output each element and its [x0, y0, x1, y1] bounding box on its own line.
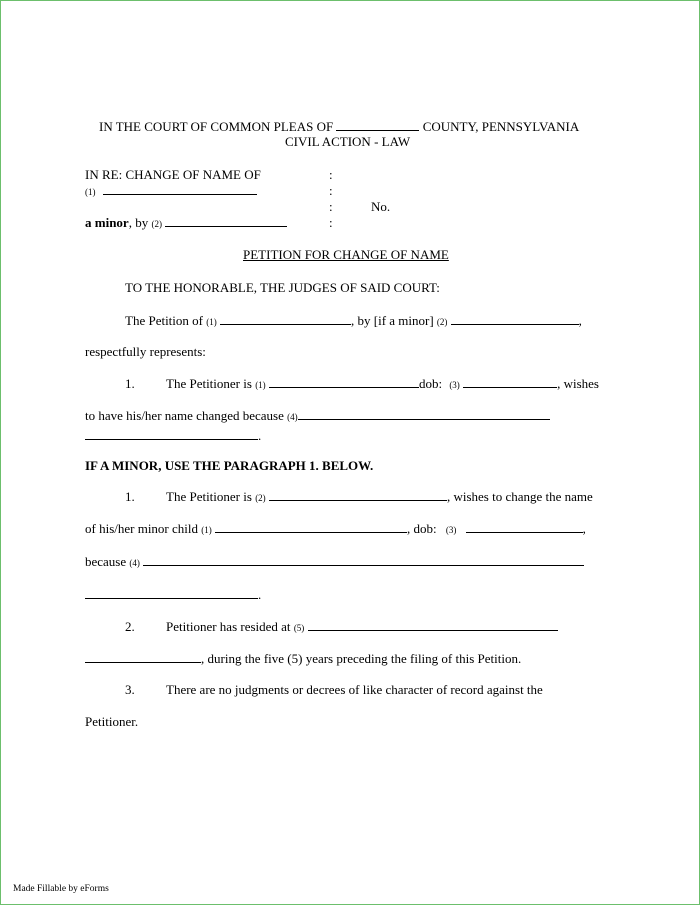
by-label: , by — [128, 215, 149, 230]
para1-line1 — [166, 376, 599, 393]
caption-in-re: IN RE: CHANGE OF NAME OF — [85, 167, 261, 182]
county-header-text: COUNTY, PENNSYLVANIA — [422, 119, 580, 134]
petition-of-label: The Petition of — [125, 313, 203, 328]
parent-name-field[interactable] — [451, 313, 579, 325]
respectfully-represents: respectfully represents: — [85, 344, 206, 359]
para1-number: 1. — [125, 376, 135, 391]
caption-name-field[interactable] — [103, 183, 257, 195]
field-ref-2: (2) — [436, 317, 448, 327]
para2-number: 2. — [125, 619, 135, 634]
five-years-text: , during the five (5) years preceding the filing of this Petition. — [201, 651, 522, 666]
minor-heading-text: IF A MINOR, USE THE PARAGRAPH 1. BELOW. — [85, 458, 374, 473]
para2-line2 — [85, 651, 521, 667]
resided-at-label: Petitioner has resided at — [166, 619, 291, 634]
petition-of-line — [125, 313, 582, 330]
field-ref-3: (3) — [445, 525, 457, 535]
footer-credit: Made Fillable by eForms — [13, 884, 109, 894]
petitioner-field[interactable] — [269, 376, 419, 388]
caption-colon: : — [329, 199, 333, 214]
minor-child-field[interactable] — [215, 521, 407, 533]
field-ref-1: (1) — [255, 380, 266, 390]
court-header-text: IN THE COURT OF COMMON PLEAS OF — [99, 119, 334, 134]
para1-minor-line1 — [166, 489, 593, 506]
minor-reason-field-continued[interactable] — [85, 587, 258, 599]
residence-field[interactable] — [308, 619, 558, 631]
reason-label: to have his/her name changed because — [85, 408, 284, 423]
para3-line2: Petitioner. — [85, 714, 139, 729]
para1-minor-line3 — [85, 554, 584, 571]
field-ref-3: (3) — [449, 380, 460, 390]
field-ref-1: (1) — [85, 187, 96, 197]
para3-number: 3. — [125, 682, 135, 697]
field-ref-5: (5) — [293, 623, 305, 633]
period: . — [258, 587, 262, 602]
reason-field[interactable] — [298, 408, 550, 420]
wishes-label: , wishes — [557, 376, 599, 391]
petitioner-name-field[interactable] — [220, 313, 351, 325]
caption-docket-no: No. — [371, 199, 391, 214]
field-ref-1: (1) — [206, 317, 217, 327]
if-minor-label: , by [if a minor] — [351, 313, 434, 328]
caption-colon: : — [329, 167, 333, 182]
petitioner-is-label: The Petitioner is — [166, 376, 252, 391]
court-header-line1 — [99, 119, 579, 135]
minor-child-label: of his/her minor child — [85, 521, 199, 536]
field-ref-2: (2) — [255, 493, 266, 503]
minor-heading — [85, 458, 373, 474]
field-ref-2: (2) — [151, 219, 162, 229]
field-ref-4: (4) — [287, 412, 298, 422]
caption-colon: : — [329, 183, 333, 198]
para1-minor-line2 — [85, 521, 586, 538]
minor-dob-field[interactable] — [466, 521, 583, 533]
para1-minor-number: 1. — [125, 489, 135, 504]
caption-name-line — [85, 183, 257, 200]
comma: , — [578, 313, 582, 328]
minor-reason-field[interactable] — [143, 554, 584, 566]
caption-parent-field[interactable] — [165, 215, 287, 227]
dob-label: , dob: — [407, 521, 437, 536]
petition-title: PETITION FOR CHANGE OF NAME — [243, 247, 449, 262]
period: . — [258, 428, 262, 443]
caption-colon: : — [329, 215, 333, 230]
field-ref-4: (4) — [129, 558, 140, 568]
para3-line1: There are no judgments or decrees of like character of record against the — [166, 682, 543, 697]
comma: , — [582, 521, 586, 536]
because-label: because — [85, 554, 127, 569]
dob-label: dob: — [418, 376, 443, 391]
wishes-to-change-label: , wishes to change the name — [446, 489, 593, 504]
para1-minor-line4 — [85, 587, 261, 603]
court-header-line2: CIVIL ACTION - LAW — [285, 134, 411, 149]
salutation: TO THE HONORABLE, THE JUDGES OF SAID COURT: — [125, 280, 440, 295]
dob-field[interactable] — [463, 376, 557, 388]
county-field[interactable] — [336, 119, 419, 131]
a-minor-label: a minor — [85, 215, 129, 230]
petitioner-field[interactable] — [269, 489, 447, 501]
para1-line3 — [85, 428, 261, 444]
residence-field-continued[interactable] — [85, 651, 201, 663]
petitioner-is-label: The Petitioner is — [166, 489, 252, 504]
field-ref-1: (1) — [201, 525, 212, 535]
reason-field-continued[interactable] — [85, 428, 258, 440]
para2-line1 — [166, 619, 558, 636]
para1-line2 — [85, 408, 550, 425]
caption-minor-line — [85, 215, 287, 232]
